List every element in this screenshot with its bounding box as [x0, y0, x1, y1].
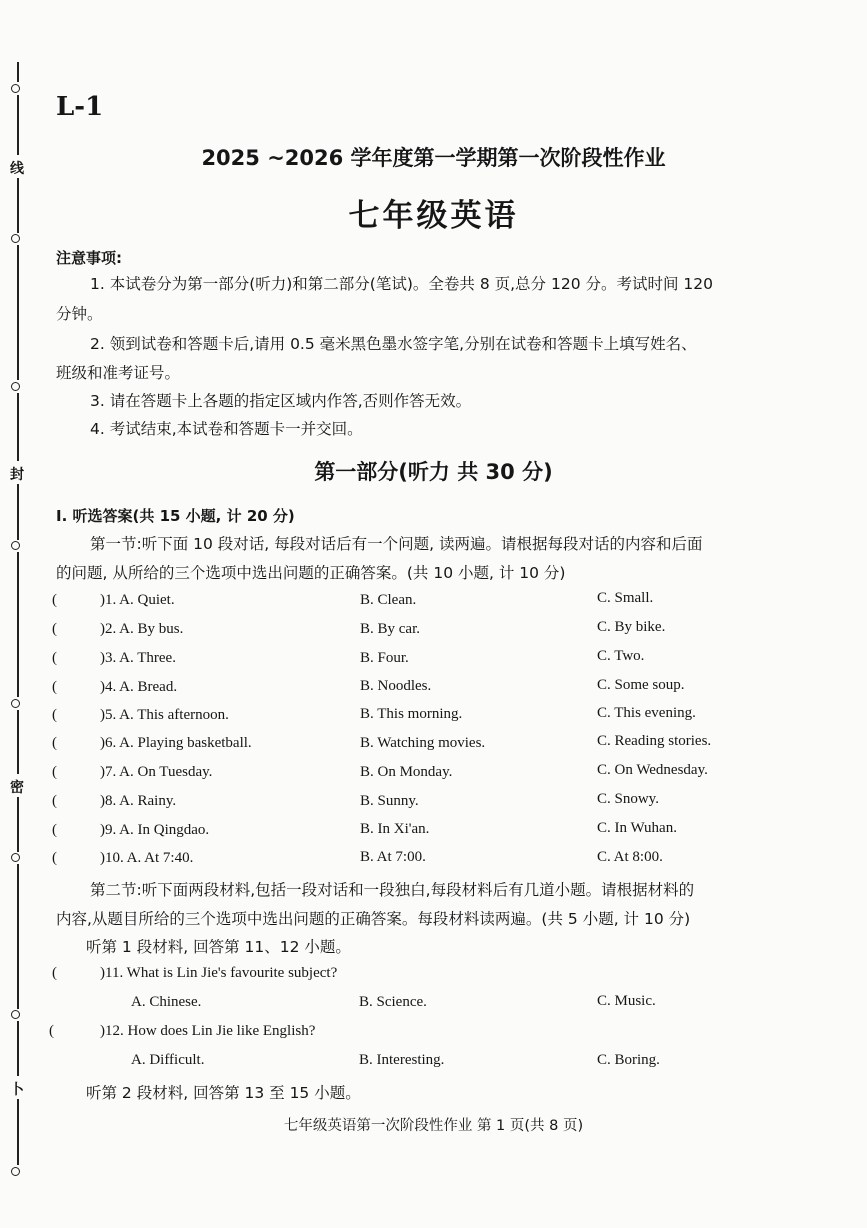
- notice-item-2-cont: 班级和准考证号。: [56, 364, 181, 382]
- part-one-title: 第一部分(听力 共 30 分): [314, 460, 553, 484]
- answer-blank[interactable]: (: [52, 707, 57, 723]
- section-1-instructions: 第一节:听下面 10 段对话, 每段对话后有一个问题, 读两遍。请根据每段对话的内容和后面: [90, 535, 703, 553]
- notice-item-1-cont: 分钟。: [56, 305, 103, 323]
- option-b: B. Watching movies.: [360, 735, 486, 751]
- option-a: )9. A. In Qingdao.: [100, 822, 210, 838]
- option-a: )4. A. Bread.: [100, 679, 178, 695]
- answer-blank[interactable]: (: [52, 850, 57, 866]
- option-c: C. This evening.: [597, 705, 696, 721]
- option-c: C. At 8:00.: [597, 849, 663, 865]
- option-b: B. Sunny.: [360, 793, 419, 809]
- option-b: B. On Monday.: [360, 764, 453, 780]
- option-c: C. Some soup.: [597, 677, 685, 693]
- answer-blank[interactable]: (: [52, 735, 57, 751]
- option-b: B. Clean.: [360, 592, 417, 608]
- binding-hole: [11, 234, 20, 243]
- option-c: C. Reading stories.: [597, 733, 712, 749]
- option-c: C. In Wuhan.: [597, 820, 677, 836]
- option-b: B. At 7:00.: [360, 849, 426, 865]
- notice-item-1: 1. 本试卷分为第一部分(听力)和第二部分(笔试)。全卷共 8 页,总分 120 分。考试时间 120: [90, 275, 713, 293]
- option-a: )1. A. Quiet.: [100, 592, 175, 608]
- answer-blank[interactable]: (: [52, 621, 57, 637]
- answer-blank[interactable]: (: [52, 822, 57, 838]
- material-1-intro: 听第 1 段材料, 回答第 11、12 小题。: [86, 938, 351, 956]
- answer-blank[interactable]: (: [52, 965, 57, 981]
- answer-blank[interactable]: (: [52, 793, 57, 809]
- option-b: B. Interesting.: [359, 1052, 445, 1068]
- option-c: C. Two.: [597, 648, 645, 664]
- option-b: B. By car.: [360, 621, 420, 637]
- binding-hole: [11, 699, 20, 708]
- exam-title: 2025 ~2026 学年度第一学期第一次阶段性作业: [201, 146, 666, 170]
- question-stem: )11. What is Lin Jie's favourite subject?: [100, 965, 338, 981]
- option-a: )3. A. Three.: [100, 650, 176, 666]
- page-footer: 七年级英语第一次阶段性作业 第 1 页(共 8 页): [283, 1118, 584, 1134]
- option-c: C. Music.: [597, 993, 656, 1009]
- binding-char-mi: 密: [10, 780, 24, 796]
- notice-item-3: 3. 请在答题卡上各题的指定区域内作答,否则作答无效。: [90, 392, 472, 410]
- answer-blank[interactable]: (: [52, 592, 57, 608]
- option-c: C. Boring.: [597, 1052, 660, 1068]
- answer-blank[interactable]: (: [52, 679, 57, 695]
- binding-hole: [11, 1167, 20, 1176]
- answer-blank[interactable]: (: [52, 764, 57, 780]
- binding-hole: [11, 382, 20, 391]
- option-a: )8. A. Rainy.: [100, 793, 177, 809]
- paper-code: L-1: [56, 92, 104, 122]
- notice-item-2: 2. 领到试卷和答题卡后,请用 0.5 毫米黑色墨水签字笔,分别在试卷和答题卡上填写姓名、: [90, 335, 697, 353]
- answer-blank[interactable]: (: [52, 650, 57, 666]
- binding-char-xian: 线: [10, 161, 24, 177]
- notice-heading: 注意事项:: [56, 249, 122, 267]
- option-a: A. Chinese.: [131, 994, 202, 1010]
- option-a: )7. A. On Tuesday.: [100, 764, 213, 780]
- section-2-instructions: 第二节:听下面两段材料,包括一段对话和一段独白,每段材料后有几道小题。请根据材料的: [90, 881, 695, 899]
- section-1-instructions-cont: 的问题, 从所给的三个选项中选出问题的正确答案。(共 10 小题, 计 10 分): [56, 564, 566, 582]
- question-stem: )12. How does Lin Jie like English?: [100, 1023, 316, 1039]
- binding-hole: [11, 853, 20, 862]
- binding-hole: [11, 84, 20, 93]
- option-b: B. Science.: [359, 994, 427, 1010]
- section-2-instructions-cont: 内容,从题目所给的三个选项中选出问题的正确答案。每段材料读两遍。(共 5 小题, 计 10 分): [56, 910, 691, 928]
- binding-char-xia: 卜: [10, 1082, 24, 1098]
- option-b: B. Four.: [360, 650, 409, 666]
- option-a: )2. A. By bus.: [100, 621, 184, 637]
- option-a: )6. A. Playing basketball.: [100, 735, 252, 751]
- section-title: Ⅰ. 听选答案(共 15 小题, 计 20 分): [56, 507, 295, 525]
- option-c: C. Small.: [597, 590, 654, 606]
- option-c: C. By bike.: [597, 619, 666, 635]
- option-b: B. In Xi'an.: [360, 821, 430, 837]
- option-a: A. Difficult.: [131, 1052, 205, 1068]
- notice-item-4: 4. 考试结束,本试卷和答题卡一并交回。: [90, 420, 363, 438]
- option-b: B. This morning.: [360, 706, 463, 722]
- binding-char-feng: 封: [10, 467, 24, 483]
- answer-blank[interactable]: (: [49, 1023, 54, 1039]
- subject-title: 七年级英语: [348, 198, 519, 234]
- option-c: C. Snowy.: [597, 791, 659, 807]
- binding-hole: [11, 541, 20, 550]
- material-2-intro: 听第 2 段材料, 回答第 13 至 15 小题。: [86, 1084, 361, 1102]
- option-b: B. Noodles.: [360, 678, 432, 694]
- binding-hole: [11, 1010, 20, 1019]
- option-a: )5. A. This afternoon.: [100, 707, 229, 723]
- option-a: )10. A. At 7:40.: [100, 850, 194, 866]
- option-c: C. On Wednesday.: [597, 762, 708, 778]
